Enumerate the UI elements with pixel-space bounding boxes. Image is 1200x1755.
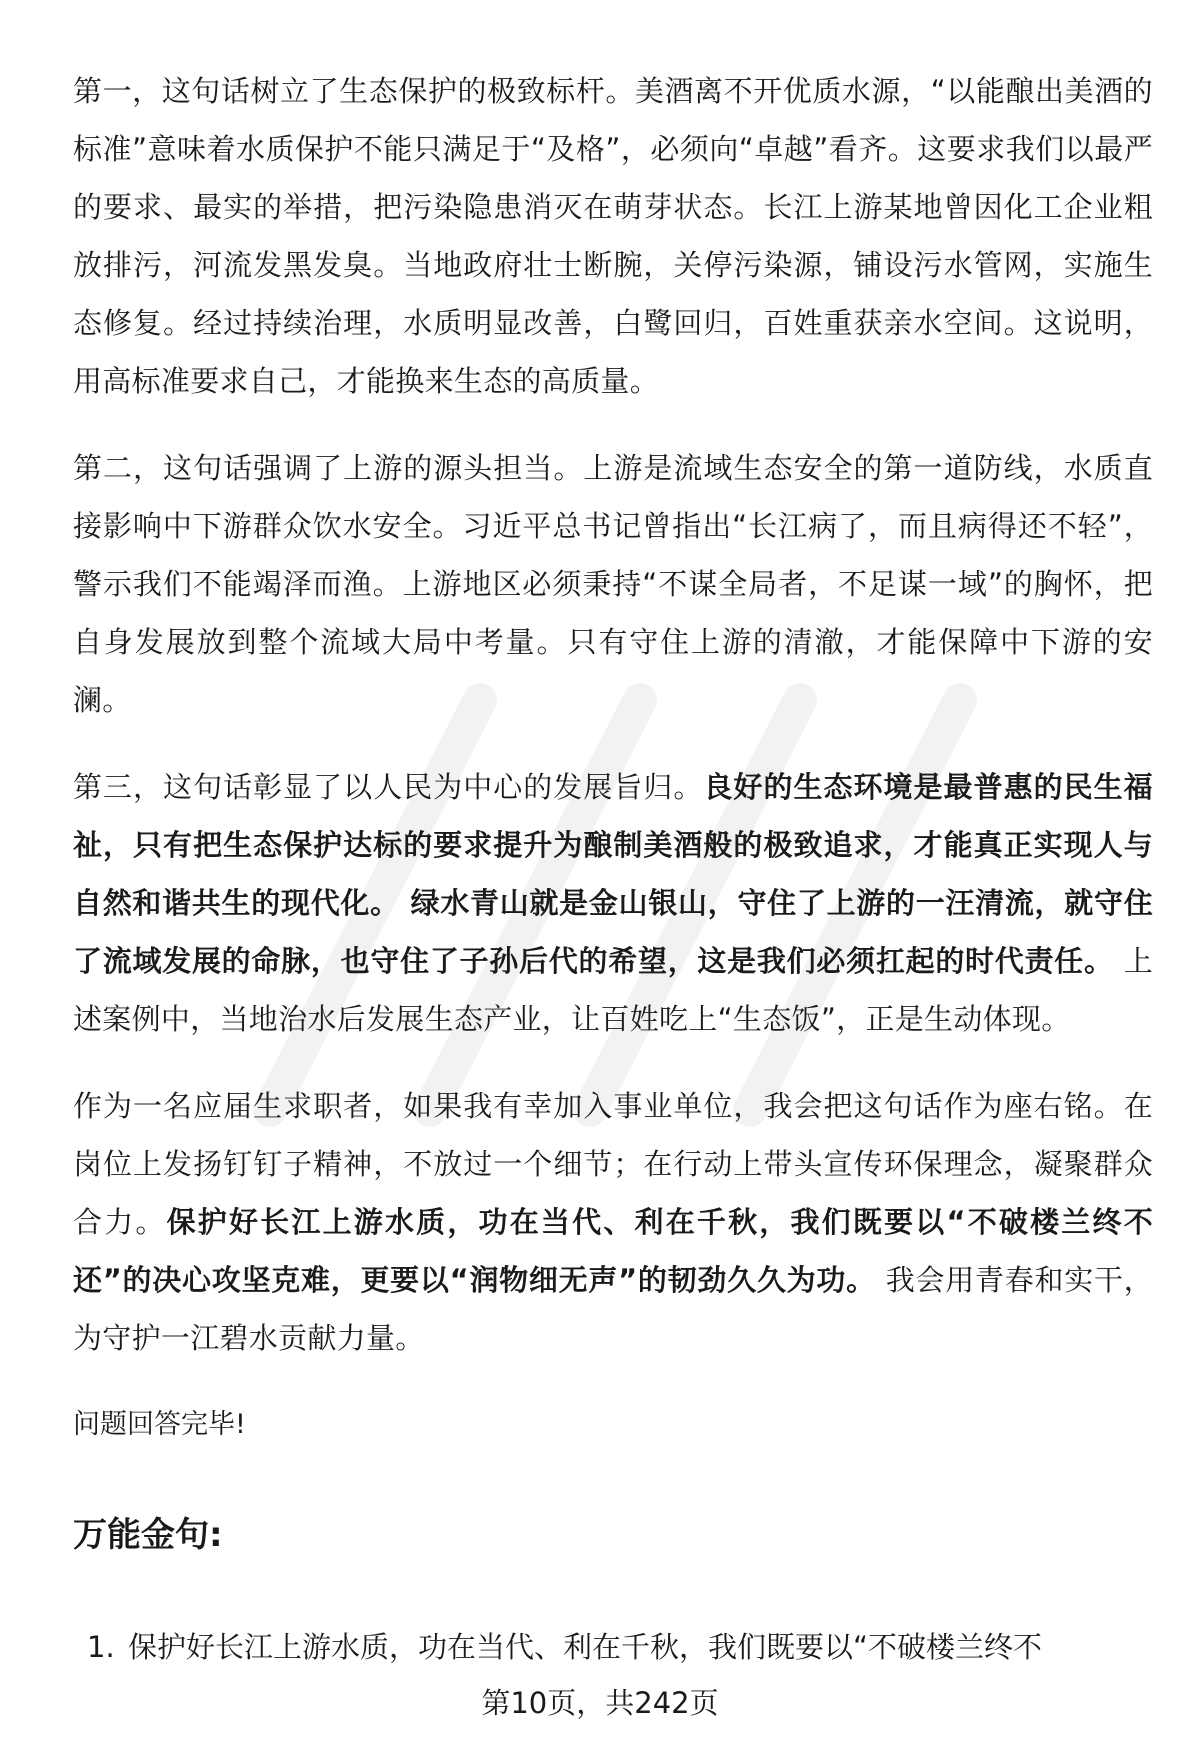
paragraph-3-text-a: 第三，这句话彰显了以人民为中心的发展旨归。 [73,770,704,804]
paragraph-4-bold-text: 保护好长江上游水质，功在当代、利在千秋，我们既要以“不破楼兰终不还”的决心攻坚克难，更要以“润物细无声”的韧劲久久为功。 [73,1205,1153,1297]
list-item [73,1618,1153,1676]
section-heading: 万能金句: [73,1515,223,1555]
paragraph-3-text-b: 上述案例中，当地治水后发展生态产业，让百姓吃上“生态饭”，正是生动体现。 [73,944,1153,1036]
paragraph-1-text: 第一，这句话树立了生态保护的极致标杆。美酒离不开优质水源，“以能酿出美酒的标准”意味着水质保护不能只满足于“及格”，必须向“卓越”看齐。这要求我们以最严的要求、最实的举措，把污染隐患消灭在萌芽状态。长江上游某地曾因化工企业粗放排污，河流发黑发臭。当地政府壮士断腕，关停污染源，铺设污水管网，实施生态修复。经过持续治理，水质明显改善，白鹭回归，百姓重获亲水空间。这说明，用高标准要求自己，才能换来生态的高质量。 [73,74,1153,398]
paragraph-4-text-a: 作为一名应届生求职者，如果我有幸加入事业单位，我会把这句话作为座右铭。在岗位上发扬钉钉子精神，不放过一个细节；在行动上带头宣传环保理念，凝聚群众合力。 [73,1089,1153,1239]
list-item-text: 保护好长江上游水质，功在当代、利在千秋，我们既要以“不破楼兰终不 [128,1630,1043,1664]
paragraph-4 [73,1077,1153,1367]
paragraph-3-bold-text: 良好的生态环境是最普惠的民生福祉，只有把生态保护达标的要求提升为酿制美酒般的极致追求，才能真正实现人与自然和谐共生的现代化。 绿水青山就是金山银山，守住了上游的一汪清流，就守住了流域发展的命脉，也守住了子孙后代的希望，这是我们必须扛起的时代责任。 [73,770,1153,978]
paragraph-2 [73,439,1153,729]
list-item-number: 1. [87,1630,115,1664]
paragraph-3 [73,758,1153,1048]
paragraph-4-text-b: 我会用青春和实干，为守护一江碧水贡献力量。 [73,1263,1153,1355]
paragraph-1 [73,62,1153,410]
golden-sentence-list [73,1618,1153,1676]
closing-remark: 问题回答完毕! [73,1409,246,1440]
page-footer: 第10页，共242页 [481,1686,719,1720]
paragraph-2-text: 第二，这句话强调了上游的源头担当。上游是流域生态安全的第一道防线，水质直接影响中下游群众饮水安全。习近平总书记曾指出“长江病了，而且病得还不轻”，警示我们不能竭泽而渔。上游地区必须秉持“不谋全局者，不足谋一域”的胸怀，把自身发展放到整个流域大局中考量。只有守住上游的清澈，才能保障中下游的安澜。 [73,451,1153,717]
document-body [73,62,1153,1676]
